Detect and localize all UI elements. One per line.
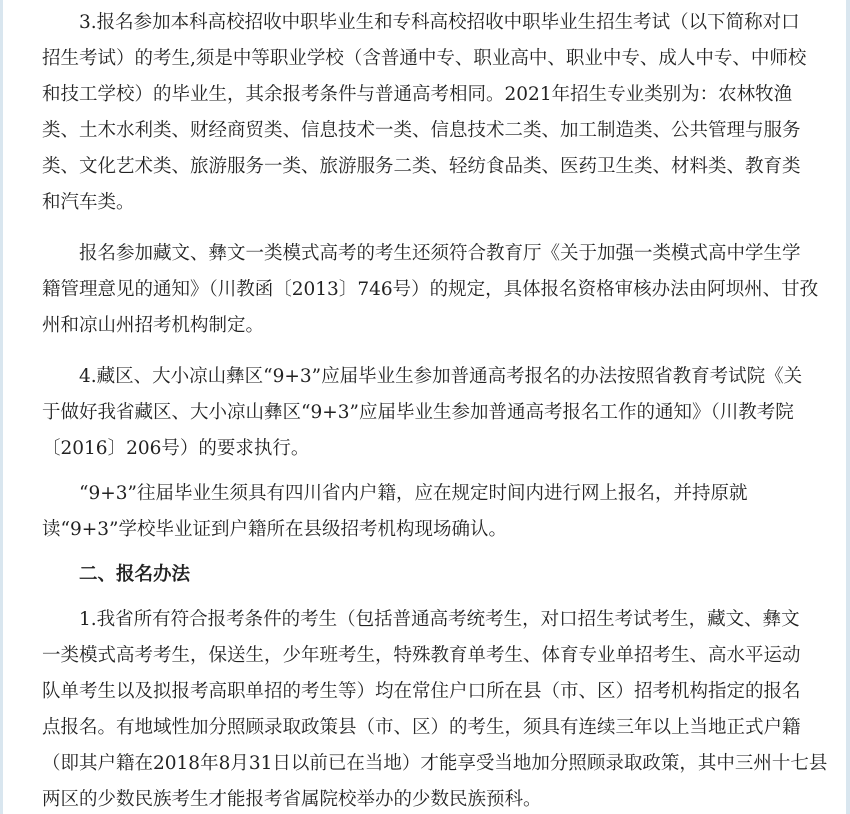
- text-line: 两区的少数民族考生才能报考省属院校举办的少数民族预科。: [42, 789, 542, 810]
- text-line: 一类模式高考考生，保送生，少年班考生，特殊教育单考生、体育专业单招考生、高水平运动: [42, 645, 801, 666]
- text-line: 〔2016〕206号）的要求执行。: [42, 438, 310, 459]
- text-line: 和技工学校）的毕业生，其余报考条件与普通高考相同。2021年招生专业类别为：农林牧渔: [42, 84, 793, 105]
- text-line: 报名参加藏文、彝文一类模式高考的考生还须符合教育厅《关于加强一类模式高中学生学: [42, 243, 801, 264]
- text-line: 类、土木水利类、财经商贸类、信息技术一类、信息技术二类、加工制造类、公共管理与服务: [42, 120, 801, 141]
- text-line: 3.报名参加本科高校招收中职毕业生和专科高校招收中职毕业生招生考试（以下简称对口: [42, 12, 800, 33]
- text-line: 州和凉山州招考机构制定。: [42, 315, 265, 336]
- section-heading: 二、报名办法: [42, 564, 191, 585]
- text-line: 招生考试）的考生,须是中等职业学校（含普通中专、职业高中、职业中专、成人中专、中师校: [42, 48, 807, 69]
- text-line: “9+3”往届毕业生须具有四川省内户籍，应在规定时间内进行网上报名，并持原就: [42, 483, 748, 504]
- text-line: 籍管理意见的通知》（川教函〔2013〕746号）的规定，具体报名资格审核办法由阿坝州、甘孜: [42, 279, 819, 300]
- right-border: [846, 0, 850, 814]
- text-line: 和汽车类。: [42, 192, 135, 213]
- text-line: 队单考生以及拟报考高职单招的考生等）均在常住户口所在县（市、区）招考机构指定的报名: [42, 681, 801, 702]
- text-line: 类、文化艺术类、旅游服务一类、旅游服务二类、轻纺食品类、医药卫生类、材料类、教育类: [42, 156, 801, 177]
- text-line: 点报名。有地域性加分照顾录取政策县（市、区）的考生，须具有连续三年以上当地正式户籍: [42, 717, 801, 738]
- left-border: [0, 0, 3, 814]
- text-line: （即其户籍在2018年8月31日以前已在当地）才能享受当地加分照顾录取政策，其中三州十七县: [42, 753, 828, 774]
- text-line: 于做好我省藏区、大小凉山彝区“9+3”应届毕业生参加普通高考报名工作的通知》（川教考院: [42, 402, 794, 423]
- text-line: 1.我省所有符合报考条件的考生（包括普通高考统考生，对口招生考试考生，藏文、彝文: [42, 609, 800, 630]
- text-line: 4.藏区、大小凉山彝区“9+3”应届毕业生参加普通高考报名的办法按照省教育考试院《关: [42, 366, 803, 387]
- text-line: 读“9+3”学校毕业证到户籍所在县级招考机构现场确认。: [42, 519, 507, 540]
